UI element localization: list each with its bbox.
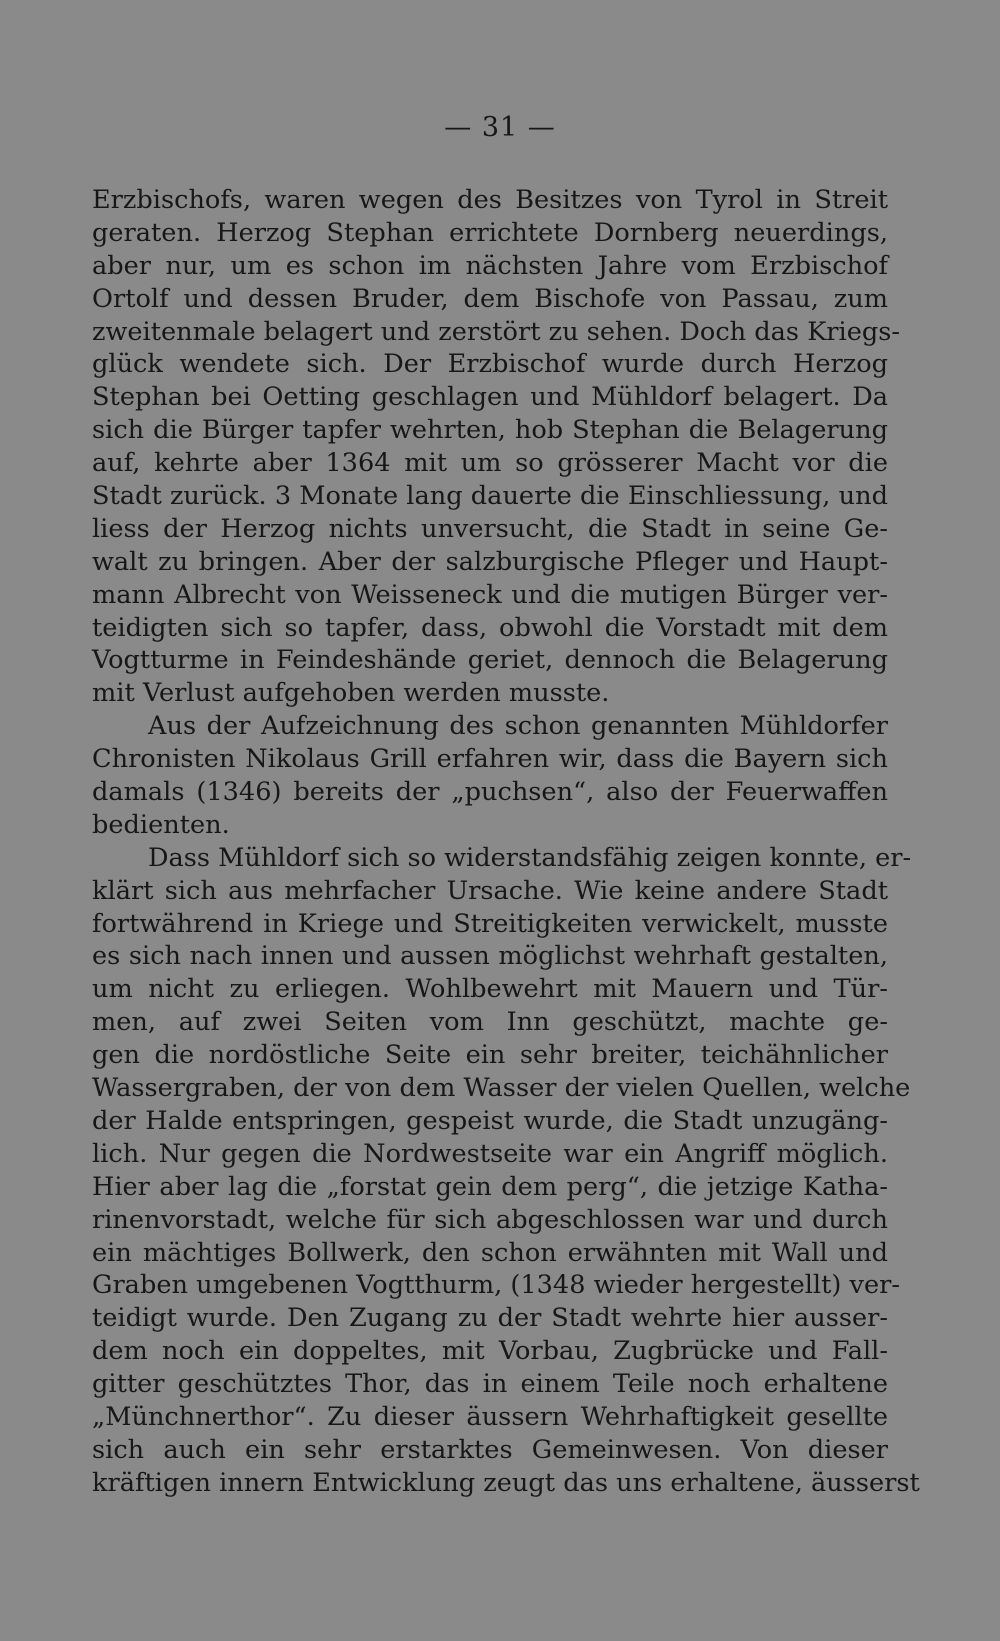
text-line: gitter geschütztes Thor, das in einem Teile noch erhaltene bbox=[92, 1369, 888, 1400]
text-line: ein mächtiges Bollwerk, den schon erwähnten mit Wall und bbox=[92, 1237, 888, 1268]
text-line: Wassergraben, der von dem Wasser der vielen Quellen, welche bbox=[92, 1073, 911, 1104]
paragraph-2 bbox=[92, 710, 888, 842]
text-line: Ortolf und dessen Bruder, dem Bischofe von Passau, zum bbox=[92, 283, 888, 314]
text-line: gen die nordöstliche Seite ein sehr breiter, teichähnlicher bbox=[92, 1040, 888, 1071]
text-line: der Halde entspringen, gespeist wurde, die Stadt unzugäng- bbox=[92, 1105, 888, 1136]
text-line: sich die Bürger tapfer wehrten, hob Stephan die Belagerung bbox=[92, 415, 888, 446]
text-line: dem noch ein doppeltes, mit Vorbau, Zugbrücke und Fall- bbox=[92, 1336, 888, 1367]
text-line: Dass Mühldorf sich so widerstandsfähig zeigen konnte, er- bbox=[148, 842, 912, 873]
text-line: Graben umgebenen Vogtthurm, (1348 wieder hergestellt) ver- bbox=[92, 1270, 901, 1301]
paragraph-3 bbox=[92, 842, 920, 1500]
text-line: um nicht zu erliegen. Wohlbewehrt mit Mauern und Tür- bbox=[92, 974, 888, 1005]
text-line: auf, kehrte aber 1364 mit um so grösserer Macht vor die bbox=[92, 448, 888, 479]
text-line: lich. Nur gegen die Nordwestseite war ein Angriff möglich. bbox=[92, 1138, 888, 1169]
text-line: Erzbischofs, waren wegen des Besitzes von Tyrol in Streit bbox=[92, 185, 888, 215]
text-line: aber nur, um es schon im nächsten Jahre vom Erzbischof bbox=[92, 250, 888, 281]
text-line: mann Albrecht von Weisseneck und die mutigen Bürger ver- bbox=[92, 579, 888, 610]
text-line: liess der Herzog nichts unversucht, die Stadt in seine Ge- bbox=[92, 513, 888, 544]
text-line: glück wendete sich. Der Erzbischof wurde durch Herzog bbox=[92, 349, 888, 380]
text-line: teidigten sich so tapfer, dass, obwohl die Vorstadt mit dem bbox=[92, 612, 888, 643]
page-number: — 31 — bbox=[444, 112, 556, 143]
text-line: geraten. Herzog Stephan errichtete Dornberg neuerdings, bbox=[92, 217, 888, 248]
text-line: „Münchnerthor“. Zu dieser äussern Wehrhaftigkeit gesellte bbox=[92, 1401, 888, 1432]
text-line: men, auf zwei Seiten vom Inn geschützt, machte ge- bbox=[92, 1007, 888, 1038]
text-line: bedienten. bbox=[92, 809, 230, 840]
text-line: Hier aber lag die „forstat gein dem perg“, die jetzige Katha- bbox=[92, 1171, 888, 1202]
text-line: Vogtturme in Feindeshände geriet, dennoch die Belagerung bbox=[92, 645, 888, 676]
text-line: Aus der Aufzeichnung des schon genannten Mühldorfer bbox=[148, 711, 888, 742]
text-line: walt zu bringen. Aber der salzburgische Pfleger und Haupt- bbox=[92, 546, 888, 577]
text-line: fortwährend in Kriege und Streitigkeiten verwickelt, musste bbox=[92, 908, 888, 939]
text-line: Stadt zurück. 3 Monate lang dauerte die Einschliessung, und bbox=[92, 481, 888, 512]
text-line: es sich nach innen und aussen möglichst wehrhaft gestalten, bbox=[92, 941, 888, 972]
text-line: zweitenmale belagert und zerstört zu sehen. Doch das Kriegs- bbox=[92, 316, 901, 347]
text-line: damals (1346) bereits der „puchsen“, also der Feuerwaffen bbox=[92, 777, 888, 808]
text-line: teidigt wurde. Den Zugang zu der Stadt wehrte hier ausser- bbox=[92, 1303, 888, 1334]
text-line: klärt sich aus mehrfacher Ursache. Wie keine andere Stadt bbox=[92, 875, 888, 906]
body-text bbox=[92, 184, 920, 1500]
text-line: rinenvorstadt, welche für sich abgeschlossen war und durch bbox=[92, 1204, 888, 1235]
text-line: Stephan bei Oetting geschlagen und Mühldorf belagert. Da bbox=[92, 382, 888, 413]
text-line: kräftigen innern Entwicklung zeugt das uns erhaltene, äusserst bbox=[92, 1467, 920, 1498]
paragraph-1 bbox=[92, 184, 901, 710]
text-line: sich auch ein sehr erstarktes Gemeinwesen. Von dieser bbox=[92, 1434, 888, 1465]
text-line: mit Verlust aufgehoben werden musste. bbox=[92, 678, 610, 709]
text-line: Chronisten Nikolaus Grill erfahren wir, dass die Bayern sich bbox=[92, 744, 888, 775]
